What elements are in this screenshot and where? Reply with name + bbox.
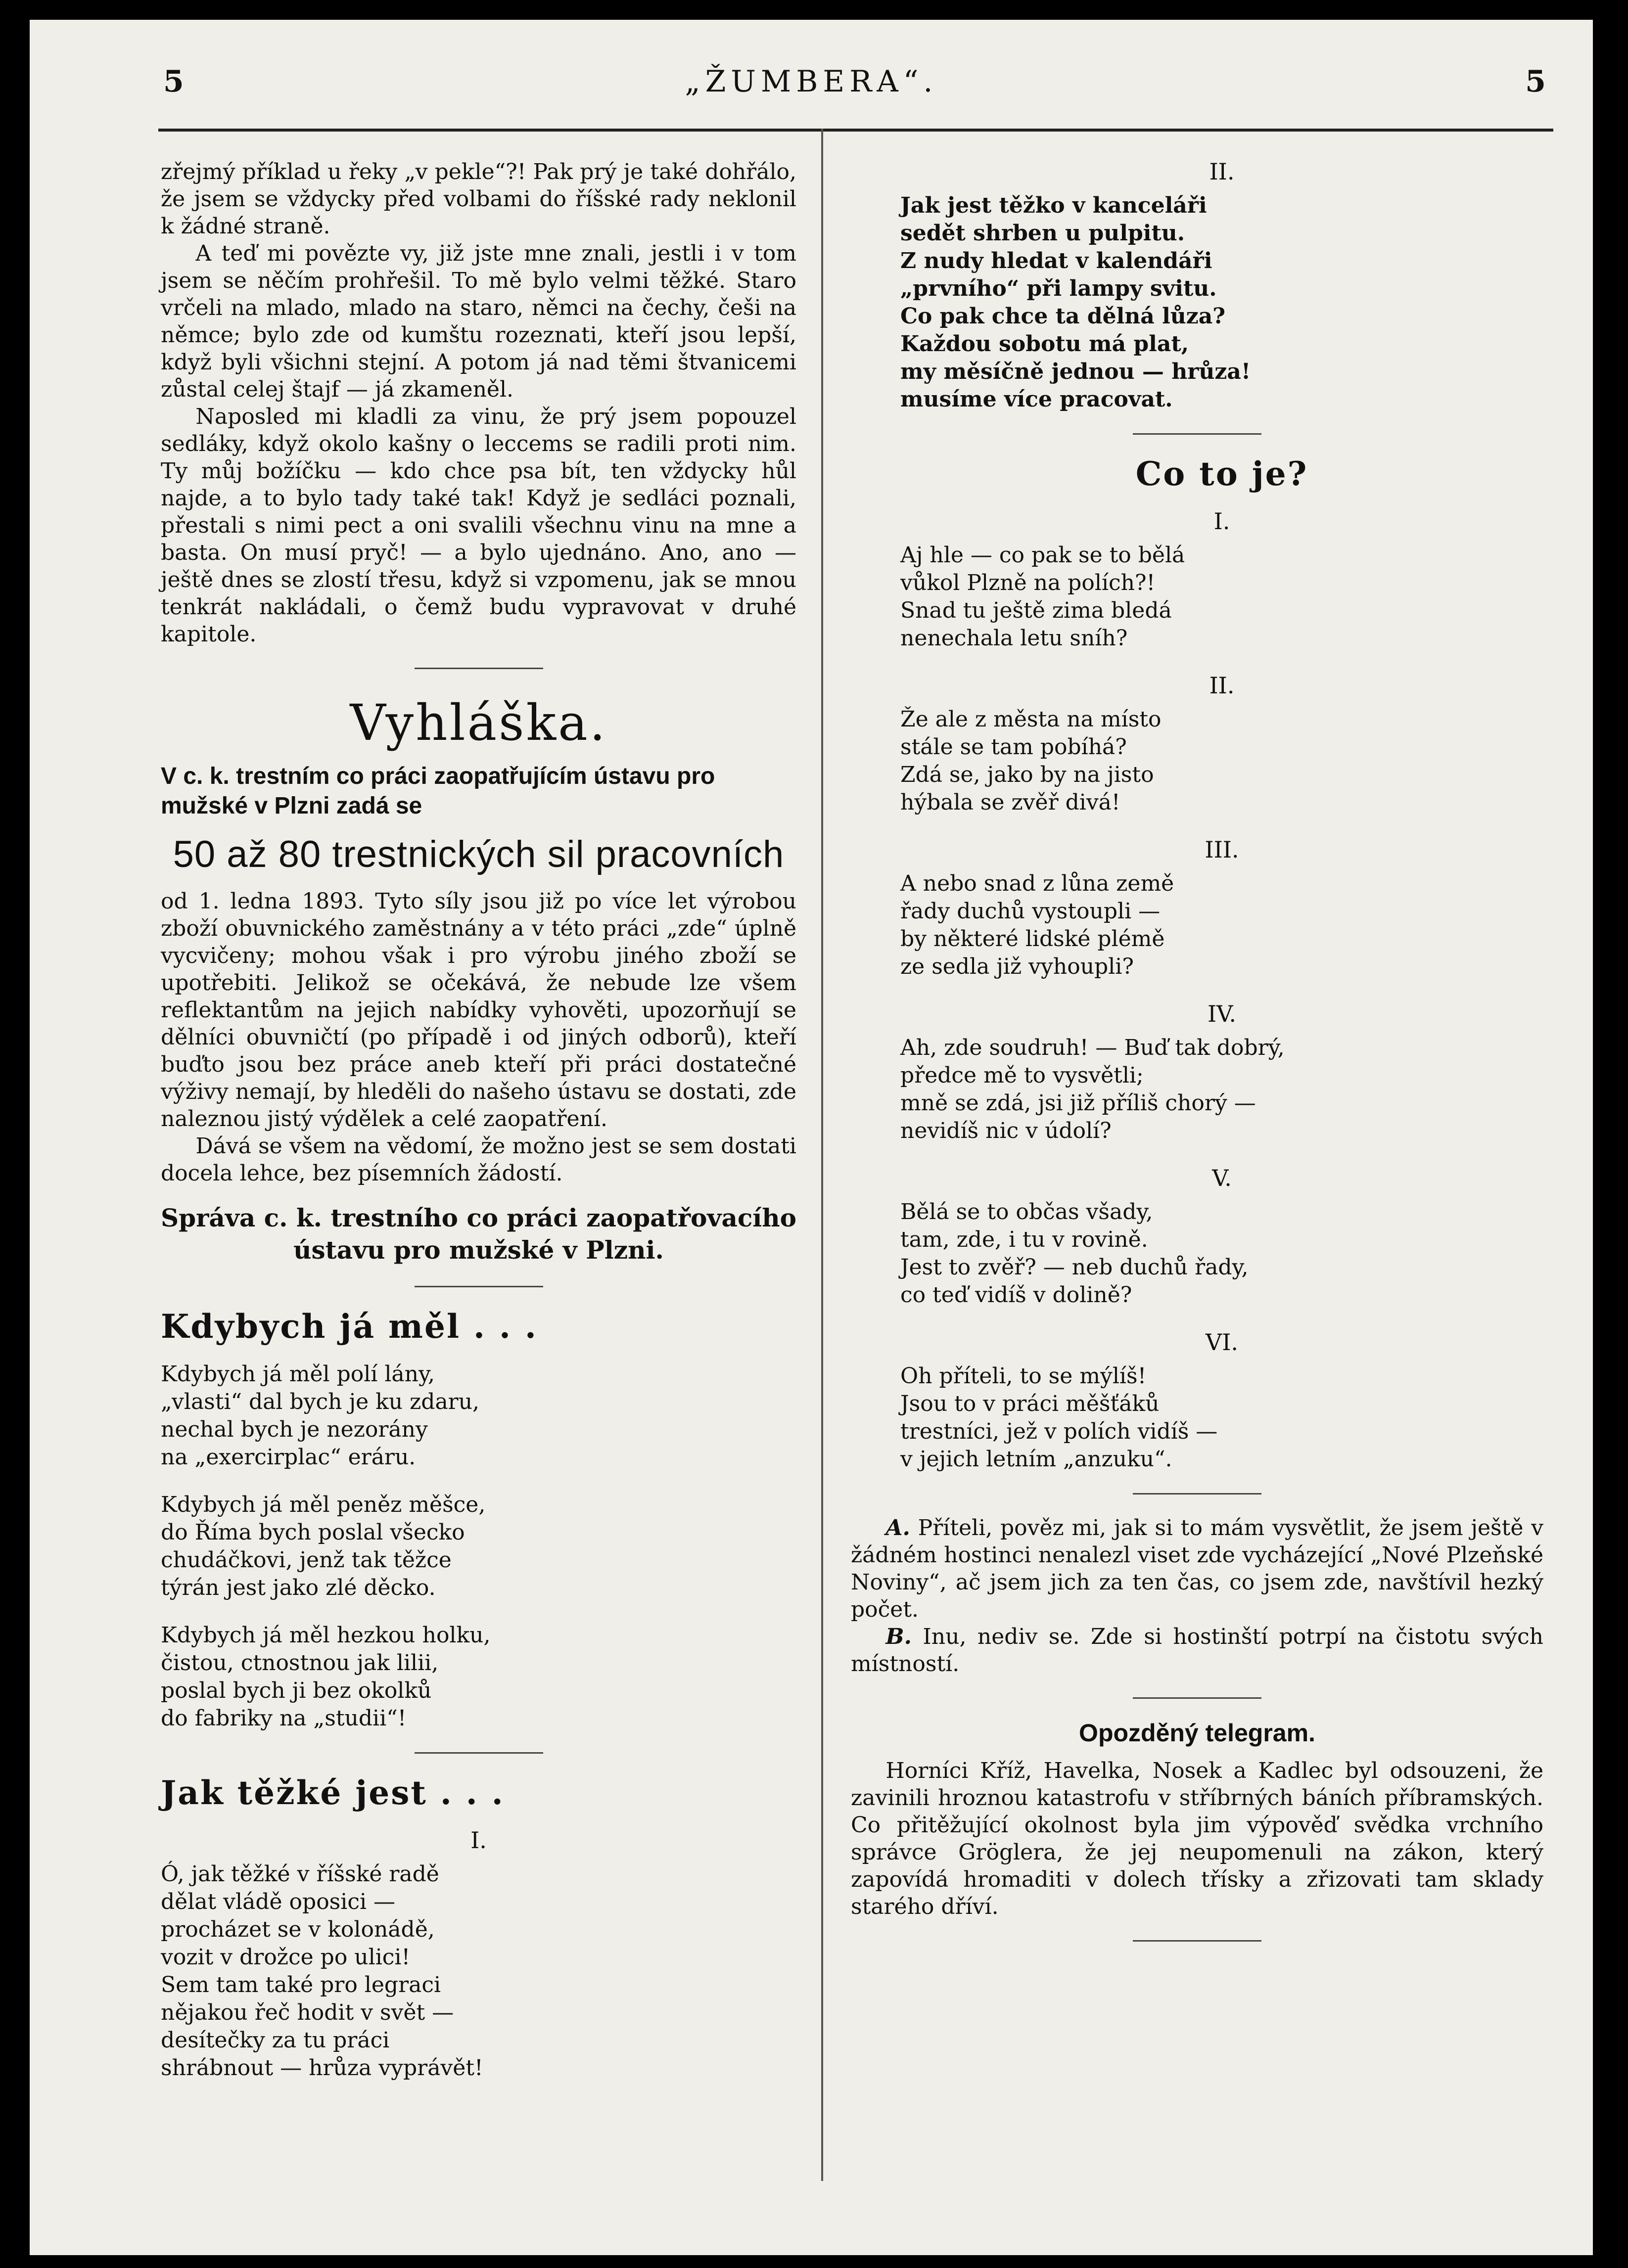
stanza-number: V.: [1212, 1165, 1232, 1191]
poem-line: Aj hle — co pak se to bělá: [900, 543, 1185, 568]
poem-kdybych: [161, 1307, 796, 1732]
poem-line: chudáčkovi, jenž tak těžce: [161, 1547, 452, 1573]
notice-title: Vyhláška.: [350, 694, 607, 752]
section-rule: [415, 668, 543, 669]
telegram-body-block: [851, 1757, 1543, 1920]
stanza-number: II.: [1209, 158, 1235, 185]
page-number-right: 5: [1525, 64, 1546, 99]
poem-line: Oh příteli, to se mýlíš!: [900, 1363, 1147, 1389]
notice-headline: 50 až 80 trestnických sil pracovních: [173, 833, 785, 875]
notice-body-2: Dává se všem na vědomí, že možno jest se sem dostati docela lehce, bez písemních žádostí.: [161, 1134, 796, 1186]
poem-line: my měsíčně jednou — hrůza!: [900, 359, 1251, 384]
poem-line: poslal bych ji bez okolků: [161, 1678, 432, 1703]
speaker-a: A.: [885, 1515, 910, 1541]
poem-jak-tezke-continued: [851, 158, 1543, 413]
poem-line: tam, zde, i tu v rovině.: [900, 1227, 1148, 1252]
poem-line: dělat vládě oposici —: [161, 1889, 396, 1914]
poem-line: by některé lidské plémě: [900, 926, 1165, 952]
poem-line: Jsou to v práci měšťáků: [900, 1391, 1160, 1416]
dialog-text-a: Příteli, pověz mi, jak si to mám vysvětlit, že jsem ještě v žádném hostinci nenalezl viset zde vycházející „Nové Plzeňské Noviny“, ač jsem jich za ten čas, co jsem zde, navštívil hezký počet.: [851, 1515, 1543, 1622]
right-column: [851, 158, 1543, 1961]
poem-line: Co pak chce ta dělná lůza?: [900, 304, 1226, 329]
paragraph: zřejmý příklad u řeky „v pekle“?! Pak prý je také dohřálo, že jsem se vždycky před volbami do říšské rady neklonil k žádné straně.: [161, 159, 796, 239]
poem-line: Kdybych já měl peněz měšce,: [161, 1492, 486, 1517]
page-number-left: 5: [163, 64, 184, 99]
notice-signature: Správa c. k. trestního co práci zaopatřovacího ústavu pro mužské v Plzni.: [161, 1203, 796, 1265]
poem-line: sedět shrben u pulpitu.: [900, 221, 1185, 246]
stanza: [161, 1860, 796, 2082]
poem-line: Z nudy hledat v kalendáři: [900, 248, 1212, 273]
poem-line: čistou, ctnostnou jak lilii,: [161, 1650, 439, 1676]
poem-line: Sem tam také pro legraci: [161, 1972, 441, 1997]
poem-line: A nebo snad z lůna země: [900, 871, 1174, 896]
poem-line: Ó, jak těžké v říšské radě: [161, 1861, 439, 1887]
poem-line: desítečky za tu práci: [161, 2028, 390, 2053]
poem-line: shrábnout — hrůza vyprávět!: [161, 2055, 483, 2081]
poem-line: řady duchů vystoupli —: [900, 899, 1161, 924]
stanza-number: II.: [1209, 672, 1235, 699]
section-rule: [1133, 433, 1261, 435]
poem-line: co teď vidíš v dolině?: [900, 1282, 1132, 1308]
section-rule: [415, 1286, 543, 1287]
masthead-rule: [158, 129, 1553, 132]
stanza-number: I.: [1213, 508, 1230, 535]
dialog-line-b: [851, 1623, 1543, 1678]
newspaper-title: „ŽUMBERA“.: [685, 64, 938, 99]
poem-co-to-je: [851, 454, 1543, 1473]
poem-line: Ah, zde soudruh! — Buď tak dobrý,: [900, 1035, 1285, 1060]
poem-line: Jak jest těžko v kanceláři: [900, 193, 1207, 218]
telegram-title: Opozděný telegram.: [1079, 1719, 1315, 1747]
stanza: [900, 1362, 1543, 1473]
stanza-number: IV.: [1208, 1000, 1236, 1027]
article-continuation: [161, 158, 796, 648]
poem-line: „vlasti“ dal bych je ku zdaru,: [161, 1389, 480, 1414]
poem-line: Snad tu ještě zima bledá: [900, 598, 1172, 623]
stanza-number: I.: [470, 1827, 487, 1854]
telegram-body: Horníci Kříž, Havelka, Nosek a Kadlec byl odsouzeni, že zavinili hroznou katastrofu v stříbrných báních příbramských. Co přitěžující okolnost byla jim výpověď svědka vrchního správce Gröglera, že jej neupomenuli na zákon, který zapovídá hromaditi v dolech třísky a zřizovati tam sklady starého dříví.: [851, 1758, 1543, 1919]
poem-title: Kdybych já měl . . .: [161, 1307, 538, 1346]
poem-line: nechal bych je nezorány: [161, 1417, 428, 1442]
stanza: [900, 706, 1543, 816]
poem-jak-tezke: [161, 1773, 796, 2082]
poem-line: „prvního“ při lampy svitu.: [900, 276, 1217, 301]
stanza: [161, 1622, 796, 1732]
notice-lead: V c. k. trestním co práci zaopatřujícím ústavu pro mužské v Plzni zadá se: [161, 763, 715, 819]
poem-line: vůkol Plzně na polích?!: [900, 570, 1156, 595]
poem-line: trestníci, jež v polích vidíš —: [900, 1419, 1218, 1444]
poem-line: nenechala letu sníh?: [900, 626, 1128, 651]
left-column: [161, 158, 796, 2102]
stanza: [161, 1491, 796, 1602]
stanza: [900, 1034, 1543, 1145]
poem-title: Jak těžké jest . . .: [161, 1773, 505, 1812]
poem-line: Bělá se to občas všady,: [900, 1199, 1153, 1225]
stanza: [900, 542, 1543, 652]
poem-line: předce mě to vysvětli;: [900, 1063, 1144, 1088]
stanza: [900, 192, 1543, 413]
poem-title: Co to je?: [1135, 454, 1308, 493]
poem-line: Zdá se, jako by na jisto: [900, 762, 1154, 787]
stanza-number: III.: [1205, 836, 1239, 863]
poem-line: nějakou řeč hodit v svět —: [161, 2000, 454, 2025]
poem-line: hýbala se zvěř divá!: [900, 790, 1120, 815]
dialog-joke: [851, 1514, 1543, 1678]
column-divider: [821, 129, 823, 2181]
poem-line: do Říma bych poslal všecko: [161, 1520, 465, 1545]
poem-line: ze sedla již vyhoupli?: [900, 954, 1134, 979]
telegram-section: [851, 1719, 1543, 1920]
speaker-b: B.: [885, 1624, 912, 1649]
poem-line: Že ale z města na místo: [900, 707, 1162, 732]
section-rule: [1133, 1493, 1261, 1495]
newspaper-page: [30, 20, 1593, 2255]
poem-line: Jest to zvěř? — neb duchů řady,: [900, 1255, 1249, 1280]
notice-body: od 1. ledna 1893. Tyto síly jsou již po více let výrobou zboží obuvnického zaměstnány a v této práci „zde“ úplně vycvičeny; mohou však i pro výrobu jiného zboží se upotřebiti. Jelikož se očekává, že nebude lze všem reflektantům na jejich nabídky vyhověti, upozorňují se dělníci obuvničtí (po případě i od jiných odborů), kteří buďto jsou bez práce aneb kteří při práci dostatečné výživy nemají, by hleděli do našeho ústavu se dostati, zde naleznou jistý výdělek a celé zaopatření.: [161, 889, 796, 1132]
poem-line: stále se tam pobíhá?: [900, 734, 1127, 760]
notice-body-block: [161, 888, 796, 1187]
poem-line: v jejich letním „anzuku“.: [900, 1447, 1172, 1472]
paragraph: Naposled mi kladli za vinu, že prý jsem popouzel sedláky, když okolo kašny o leccems se radili proti nim. Ty můj božíčku — kdo chce psa bít, ten vždycky hůl najde, a to bylo tady také tak! Když je sedláci poznali, přestali s nimi pect a oni svalili všechnu vinu na mne a basta. On musí pryč! — a bylo ujednáno. Ano, ano — ještě dnes se zlostí třesu, když si vzpomenu, jak se mnou tenkrát nakládali, o čemž budu vypravovat v druhé kapitole.: [161, 404, 796, 647]
poem-line: musíme více pracovat.: [900, 387, 1173, 412]
stanza: [900, 1198, 1543, 1309]
section-rule: [1133, 1697, 1261, 1699]
masthead: [30, 49, 1593, 109]
section-rule: [415, 1752, 543, 1754]
stanza: [161, 1361, 796, 1471]
stanza: [900, 870, 1543, 981]
notice-section: [161, 694, 796, 1266]
poem-line: nevidíš nic v údolí?: [900, 1118, 1112, 1143]
poem-line: Kdybych já měl hezkou holku,: [161, 1623, 491, 1648]
poem-line: do fabriky na „studii“!: [161, 1706, 407, 1731]
poem-line: mně se zdá, jsi již příliš chorý —: [900, 1090, 1256, 1116]
paragraph: A teď mi povězte vy, již jste mne znali, jestli i v tom jsem se něčím prohřešil. To mě bylo velmi těžké. Staro vrčeli na mlado, mlado na staro, němci na čechy, češi na němce; bylo zde od kumštu rozeznati, kteří jsou lepší, když byli všichni stejní. A potom já nad těmi štvanicemi zůstal celej štajf — já zkameněl.: [161, 241, 796, 402]
poem-line: procházet se v kolonádě,: [161, 1917, 435, 1942]
section-rule: [1133, 1940, 1261, 1942]
poem-line: na „exercirplac“ eráru.: [161, 1445, 416, 1470]
dialog-text-b: Inu, nediv se. Zde si hostinští potrpí na čistotu svých místností.: [851, 1624, 1543, 1677]
poem-line: týrán jest jako zlé děcko.: [161, 1575, 436, 1600]
dialog-line-a: [851, 1514, 1543, 1623]
poem-line: vozit v drožce po ulici!: [161, 1945, 411, 1970]
stanza-number: VI.: [1205, 1329, 1238, 1356]
poem-line: Kdybych já měl polí lány,: [161, 1361, 435, 1387]
poem-line: Každou sobotu má plat,: [900, 331, 1189, 357]
